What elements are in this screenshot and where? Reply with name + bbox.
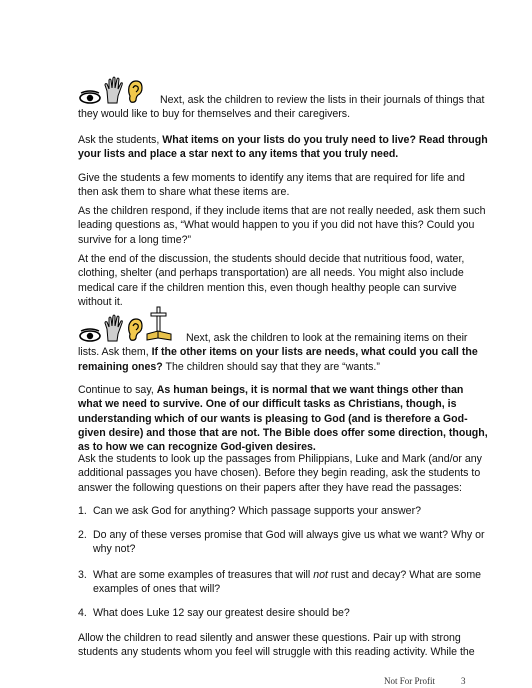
paragraph-remaining-bold: If the other items on your lists are needs, what could you call the remaining ones?	[78, 346, 478, 373]
paragraph-intro-text: Next, ask the children to review the lists in their journals of things that they would like to buy for themselves and their caregivers.	[78, 94, 485, 121]
paragraph-ask-lead: Ask the students,	[78, 134, 163, 146]
footer-label: Not For Profit	[384, 676, 436, 686]
page-footer	[384, 676, 466, 686]
question-text	[93, 568, 493, 597]
paragraph-respond	[78, 204, 488, 247]
page-number: 3	[461, 676, 466, 686]
paragraph-continue	[78, 383, 488, 454]
question-text-pre: What are some examples of treasures that will	[93, 569, 314, 581]
paragraph-identify-text: Give the students a few moments to identify any items that are required for life and then ask them to share what these items are.	[78, 172, 465, 199]
paragraph-ask-bold: What items on your lists do you truly need to live? Read through your lists and place a star next to any items that you truly need.	[78, 134, 488, 161]
question-text: What does Luke 12 say our greatest desire should be?	[93, 607, 350, 619]
question-text-emphasis: not	[313, 569, 328, 581]
paragraph-discussion	[78, 252, 488, 309]
paragraph-intro	[78, 93, 488, 122]
question-number: 1.	[78, 505, 87, 517]
paragraph-ask	[78, 133, 488, 162]
paragraph-continue-bold: As human beings, it is normal that we want things other than what we need to survive. One of our difficult tasks as Christians, though, is understanding which of our wants is pleasing to God (and is therefore a God-given desire) and those that are not. The Bible does offer some direction, though, as to how we can recognize God-given desires.	[78, 384, 488, 454]
paragraph-remaining-tail: The children should say that they are “wants.”	[162, 360, 380, 373]
paragraph-passages	[78, 452, 488, 495]
question-text-post: rust and decay? What are some examples of ones that will?	[93, 569, 482, 596]
question-number: 3.	[78, 569, 87, 581]
question-number: 4.	[78, 607, 87, 619]
paragraph-respond-text: As the children respond, if they include items that are not really needed, ask them such leading questions as, “What would happen to you if you did not have this? Could you survive for a long time?”	[78, 205, 486, 246]
question-text: Do any of these verses promise that God will always give us what we want? Why or why not?	[93, 529, 485, 556]
question-text: Can we ask God for anything? Which passage supports your answer?	[93, 505, 421, 517]
paragraph-passages-text: Ask the students to look up the passages from Philippians, Luke and Mark (and/or any additional passages you have chosen). Before they begin reading, ask the students to answer the following questions on their papers after they have read the passages:	[78, 453, 482, 494]
paragraph-discussion-text: At the end of the discussion, the students should decide that nutritious food, water, clothing, shelter (and perhaps transportation) are all needs. You might also include medical care if the children mention this, even though healthy people can survive without it.	[78, 253, 465, 308]
paragraph-identify	[78, 171, 488, 200]
paragraph-allow	[78, 631, 488, 660]
question-number: 2.	[78, 529, 87, 541]
paragraph-remaining-lead: Next, ask the children to look at the remaining items on their lists. Ask them,	[78, 332, 468, 359]
paragraph-allow-text: Allow the children to read silently and answer these questions. Pair up with strong students any students whom you feel will struggle with this reading activity. While the	[78, 632, 475, 659]
paragraph-continue-lead: Continue to say,	[78, 384, 157, 396]
paragraph-remaining	[78, 331, 488, 374]
